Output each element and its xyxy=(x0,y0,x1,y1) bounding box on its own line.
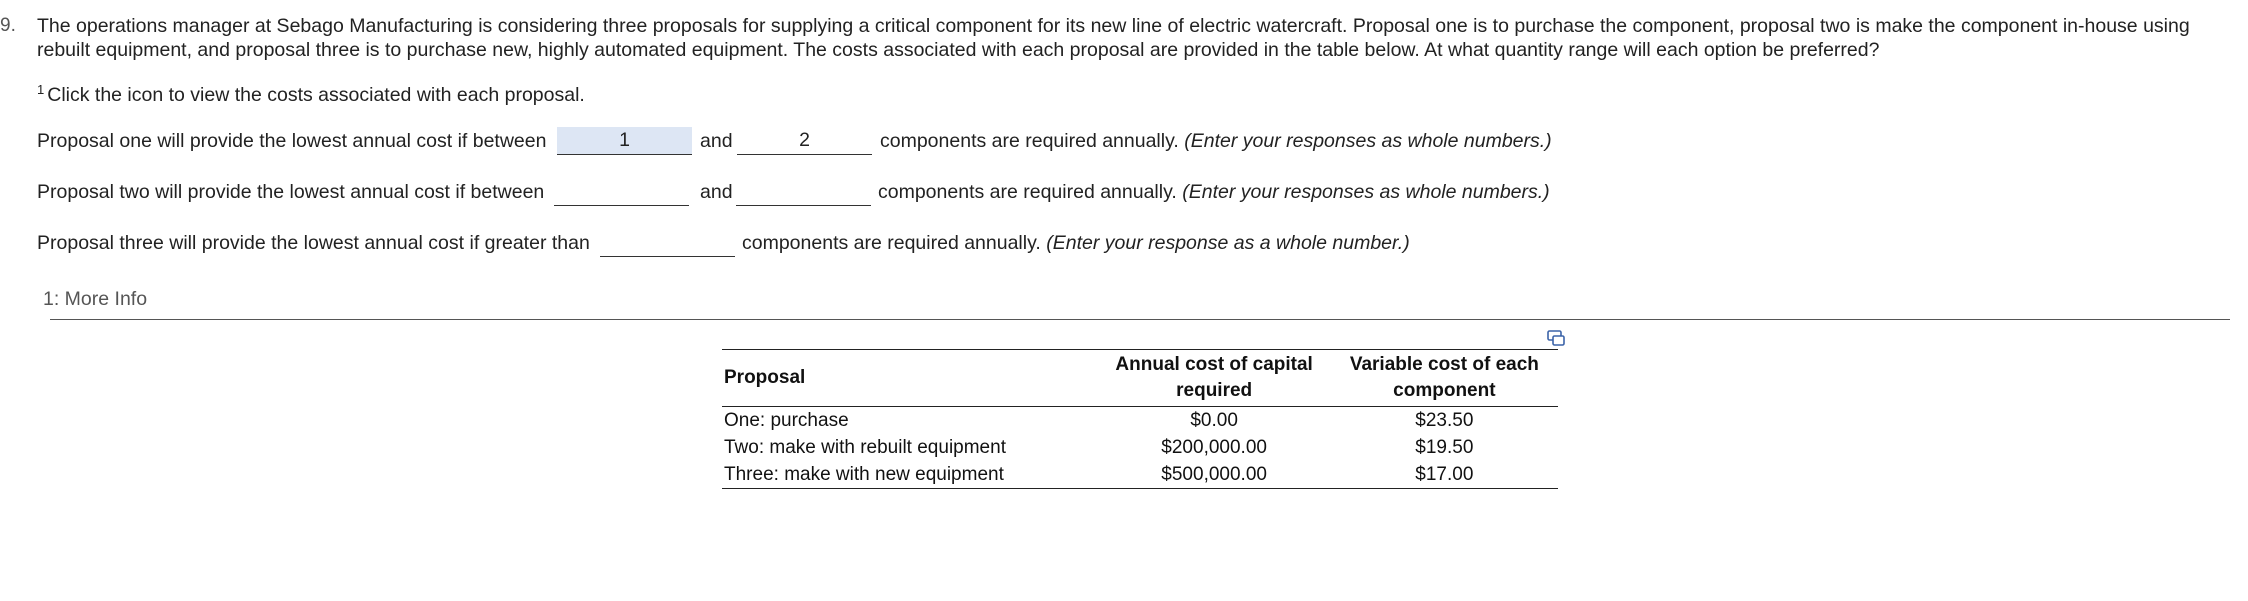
table-row xyxy=(722,461,1558,489)
row2-suffix: components are required annually. (Enter your responses as whole numbers.) xyxy=(878,181,1550,203)
footnote-marker: 1 xyxy=(37,82,45,97)
header-annual-cost: Annual cost of capital required xyxy=(1098,350,1331,407)
cell-variable-cost: $19.50 xyxy=(1415,437,1474,458)
cell-variable-cost: $23.50 xyxy=(1415,410,1474,431)
row1-prefix: Proposal one will provide the lowest annual cost if between xyxy=(37,130,547,152)
table-row xyxy=(722,434,1558,461)
costs-table xyxy=(722,349,1558,489)
proposal-one-low-input[interactable]: 1 xyxy=(557,127,692,155)
row2-prefix: Proposal two will provide the lowest annual cost if between xyxy=(37,181,545,203)
footnote xyxy=(37,82,585,107)
cell-variable-cost: $17.00 xyxy=(1331,461,1558,489)
row3-suffix: components are required annually. (Enter your response as a whole number.) xyxy=(742,232,1410,254)
proposal-two-high-input[interactable] xyxy=(736,178,871,206)
table-row xyxy=(722,407,1558,435)
cell-annual-cost: $200,000.00 xyxy=(1161,437,1267,458)
row2-connector: and xyxy=(700,181,733,203)
proposal-one-high-input[interactable]: 2 xyxy=(737,127,872,155)
row1-suffix: components are required annually. (Enter your responses as whole numbers.) xyxy=(880,130,1552,152)
question-text: The operations manager at Sebago Manufacturing is considering three proposals for supplying a critical component for its new line of electric watercraft. Proposal one is to purchase the component, proposal two is make the component in-house using rebuilt equipment, and proposal three is to purchase new, highly automated equipment. The costs associated with each proposal are provided in the table below. At what quantity range will each option be preferred? xyxy=(37,15,2190,61)
copy-icon[interactable] xyxy=(1547,330,1565,346)
row1-connector: and xyxy=(700,130,733,152)
costs-table-header xyxy=(722,350,1558,407)
cell-proposal: One: purchase xyxy=(724,410,849,431)
cell-annual-cost: $0.00 xyxy=(1190,410,1238,431)
header-variable-cost: Variable cost of each component xyxy=(1331,350,1558,407)
cell-proposal: Two: make with rebuilt equipment xyxy=(724,437,1006,458)
row2-hint: (Enter your responses as whole numbers.) xyxy=(1182,181,1550,203)
footnote-text: Click the icon to view the costs associated with each proposal. xyxy=(47,84,585,106)
header-proposal: Proposal xyxy=(722,350,1098,407)
question-number: 9. xyxy=(0,15,16,36)
cell-proposal: Three: make with new equipment xyxy=(722,461,1098,489)
row3-prefix: Proposal three will provide the lowest annual cost if greater than xyxy=(37,232,590,254)
proposal-three-input[interactable] xyxy=(600,229,735,257)
proposal-two-low-input[interactable] xyxy=(554,178,689,206)
cell-annual-cost: $500,000.00 xyxy=(1098,461,1331,489)
more-info-title: 1: More Info xyxy=(43,288,148,310)
row1-hint: (Enter your responses as whole numbers.) xyxy=(1184,130,1552,152)
row3-hint: (Enter your response as a whole number.) xyxy=(1046,232,1410,254)
more-info-divider xyxy=(50,319,2230,320)
